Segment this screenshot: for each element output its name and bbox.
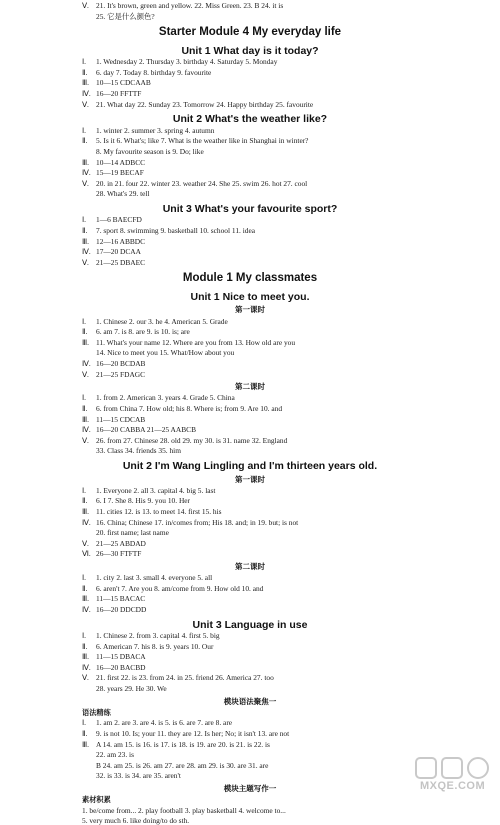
answer-text: 5. Is it 6. What's; like 7. What is the weather like in Shanghai in winter?	[96, 136, 309, 146]
roman-numeral: Ⅲ.	[82, 652, 89, 662]
module-heading: Starter Module 4 My everyday life	[158, 26, 342, 39]
roman-numeral: Ⅴ.	[82, 99, 89, 109]
answer-text: 16—20 BCDAB	[96, 359, 146, 368]
answer-text: 9. is not 10. Is; your 11. they are 12. Is her; No; it isn't 13. are not	[96, 729, 290, 738]
watermark-url: MXQE.COM	[420, 780, 486, 792]
answer-text: 1. Chinese 2. from 3. capital 4. first 5. big	[96, 631, 220, 640]
roman-numeral: Ⅰ.	[82, 573, 87, 583]
roman-numeral: Ⅴ.	[82, 257, 89, 267]
answer-text: 6. from China 7. How old; his 8. Where is; from 9. Are 10. and	[96, 404, 283, 413]
section-label: 素材积累	[82, 795, 111, 805]
answer-text: 5. very much 6. like doing/to do sth.	[82, 816, 190, 825]
answer-text: 32. is 33. is 34. are 35. aren't	[96, 771, 181, 781]
lesson-heading: 模块语法聚焦一	[223, 696, 277, 706]
section-label: 语法精练	[82, 707, 111, 717]
answer-text: 1—6 BAECFD	[96, 215, 142, 225]
answer-text: 33. Class 34. friends 35. him	[96, 446, 181, 456]
roman-numeral: Ⅳ.	[82, 359, 91, 368]
answer-text: 11. What's your name 12. Where are you from 13. How old are you	[96, 337, 296, 347]
roman-numeral: Ⅰ.	[82, 718, 87, 728]
answer-text: 21—25 FDAGC	[96, 369, 146, 379]
answer-text: 16—20 BACBD	[96, 662, 146, 672]
roman-numeral: Ⅴ.	[82, 369, 89, 379]
answer-text: 7. sport 8. swimming 9. basketball 10. school 11. idea	[96, 226, 256, 235]
roman-numeral: Ⅱ.	[82, 226, 88, 235]
answer-text: 16—20 DDCDD	[96, 604, 147, 614]
roman-numeral: Ⅳ.	[82, 89, 91, 98]
answer-text: 1. from 2. American 3. years 4. Grade 5. China	[96, 393, 235, 403]
unit-heading: Unit 1 What day is it today?	[181, 44, 319, 57]
watermark-logo-icon	[414, 754, 492, 782]
roman-numeral: Ⅰ.	[82, 485, 87, 495]
roman-numeral: Ⅲ.	[82, 78, 89, 88]
roman-numeral: Ⅴ.	[82, 673, 89, 683]
answer-text: 21—25 ABDAD	[96, 538, 146, 548]
roman-numeral: Ⅴ.	[82, 538, 89, 548]
roman-numeral: Ⅳ.	[82, 247, 91, 257]
answer-text: 8. My favourite season is 9. Do; like	[96, 146, 204, 156]
answer-text: 21. What day 22. Sunday 23. Tomorrow 24. Happy birthday 25. favourite	[96, 99, 314, 109]
roman-numeral: Ⅲ.	[82, 236, 89, 246]
answer-text: B 24. am 25. is 26. am 27. are 28. am 29. is 30. are 31. are	[96, 760, 269, 770]
answer-text: 1. Wednesday 2. Thursday 3. birthday 4. Saturday 5. Monday	[96, 57, 278, 67]
answer-text: 20. in 21. four 22. winter 23. weather 24. She 25. swim 26. hot 27. cool	[96, 178, 308, 188]
roman-numeral: Ⅰ.	[82, 125, 87, 135]
roman-numeral: Ⅱ.	[82, 496, 88, 506]
answer-text: 10—14 ADBCC	[96, 157, 146, 167]
answer-text: 21—25 DBAEC	[96, 257, 146, 267]
roman-numeral: Ⅲ.	[82, 414, 89, 424]
answer-text: 21. It's brown, green and yellow. 22. Miss Green. 23. B 24. it is	[96, 1, 284, 10]
roman-numeral: Ⅰ.	[82, 57, 87, 67]
roman-numeral: Ⅰ.	[82, 215, 87, 225]
answer-text: 26—30 FTFTF	[96, 549, 142, 559]
lesson-heading: 模块主题写作一	[223, 784, 277, 793]
answer-text: 1. winter 2. summer 3. spring 4. autumn	[96, 125, 215, 135]
roman-numeral: Ⅱ.	[82, 67, 88, 77]
answer-text: 11. cities 12. is 13. to meet 14. first 15. his	[96, 506, 222, 516]
answer-text: 28. What's 29. tell	[96, 189, 150, 199]
answer-text: 6. American 7. his 8. is 9. years 10. Our	[96, 641, 214, 651]
answer-text: 25. 它是什么颜色?	[96, 11, 155, 21]
answer-text: 1. city 2. last 3. small 4. everyone 5. all	[96, 573, 213, 583]
roman-numeral: Ⅳ.	[82, 604, 91, 614]
answer-text: 6. I 7. She 8. His 9. you 10. Her	[96, 496, 191, 506]
roman-numeral: Ⅱ.	[82, 583, 88, 593]
answer-text: 17—20 DCAA	[96, 247, 141, 257]
lesson-heading: 第二课时	[235, 382, 265, 392]
roman-numeral: Ⅱ.	[82, 641, 88, 651]
roman-numeral: Ⅲ.	[82, 506, 89, 516]
unit-heading: Unit 2 What's the weather like?	[172, 113, 328, 126]
roman-numeral: Ⅰ.	[82, 631, 87, 640]
answer-text: 1. Everyone 2. all 3. capital 4. big 5. last	[96, 485, 216, 495]
unit-heading: Unit 3 Language in use	[192, 618, 308, 631]
unit-heading: Unit 3 What's your favourite sport?	[162, 202, 338, 215]
answer-text: 20. first name; last name	[96, 528, 169, 538]
roman-numeral: Ⅳ.	[82, 662, 91, 672]
roman-numeral: Ⅱ.	[82, 327, 88, 337]
answer-text: 22. am 23. is	[96, 750, 134, 760]
answer-text: 12—16 ABBDC	[96, 236, 146, 246]
answer-text: 21. first 22. is 23. from 24. in 25. friend 26. America 27. too	[96, 673, 274, 683]
answer-text: 16. China; Chinese 17. in/comes from; His 18. and; in 19. but; is not	[96, 517, 299, 527]
answer-text: 16—20 CABBA 21—25 AABCB	[96, 425, 196, 435]
roman-numeral: Ⅱ.	[82, 404, 88, 413]
roman-numeral: Ⅴ.	[82, 178, 89, 188]
roman-numeral: Ⅴ.	[82, 435, 89, 445]
roman-numeral: Ⅲ.	[82, 157, 89, 167]
answer-text: 15—19 BECAF	[96, 168, 144, 178]
roman-numeral: Ⅱ.	[82, 729, 88, 738]
answer-text: 11—15 BACAC	[96, 594, 146, 604]
roman-numeral: Ⅳ.	[82, 425, 91, 435]
roman-numeral: Ⅲ.	[82, 594, 89, 604]
answer-text: A 14. am 15. is 16. is 17. is 18. is 19. are 20. is 21. is 22. is	[96, 739, 270, 749]
answer-text: 26. from 27. Chinese 28. old 29. my 30. is 31. name 32. England	[96, 435, 288, 445]
lesson-heading: 第二课时	[235, 561, 265, 571]
roman-numeral: Ⅱ.	[82, 136, 88, 146]
answer-text: 6. day 7. Today 8. birthday 9. favourite	[96, 67, 212, 77]
answer-text: 1. Chinese 2. our 3. he 4. American 5. Grade	[96, 316, 228, 326]
answer-text: 11—15 CDCAB	[96, 414, 146, 424]
answer-text: 6. am 7. is 8. are 9. is 10. is; are	[96, 327, 190, 337]
roman-numeral: Ⅴ.	[82, 1, 89, 10]
roman-numeral: Ⅲ.	[82, 337, 89, 347]
answer-text: 14. Nice to meet you 15. What/How about you	[96, 348, 235, 358]
unit-heading: Unit 1 Nice to meet you.	[190, 290, 310, 303]
roman-numeral: Ⅰ.	[82, 393, 87, 403]
answer-text: 16—20 FFTTF	[96, 89, 142, 98]
roman-numeral: Ⅲ.	[82, 739, 89, 749]
roman-numeral: Ⅰ.	[82, 316, 87, 326]
unit-heading: Unit 2 I'm Wang Lingling and I'm thirteen years old.	[122, 460, 378, 472]
answer-text: 1. be/come from... 2. play football 3. play basketball 4. welcome to...	[82, 805, 286, 815]
answer-text: 11—15 DBACA	[96, 652, 146, 662]
module-heading: Module 1 My classmates	[182, 272, 318, 285]
lesson-heading: 第一课时	[235, 305, 265, 315]
watermark	[414, 754, 492, 794]
answer-text: 1. am 2. are 3. are 4. is 5. is 6. are 7. are 8. are	[96, 718, 233, 728]
roman-numeral: Ⅳ.	[82, 517, 91, 527]
answer-text: 6. aren't 7. Are you 8. am/come from 9. How old 10. and	[96, 583, 264, 593]
roman-numeral: Ⅵ.	[82, 549, 91, 559]
answer-text: 28. years 29. He 30. We	[96, 684, 167, 693]
answer-text: 10—15 CDCAAB	[96, 78, 151, 88]
roman-numeral: Ⅳ.	[82, 168, 91, 178]
lesson-heading: 第一课时	[235, 474, 265, 484]
